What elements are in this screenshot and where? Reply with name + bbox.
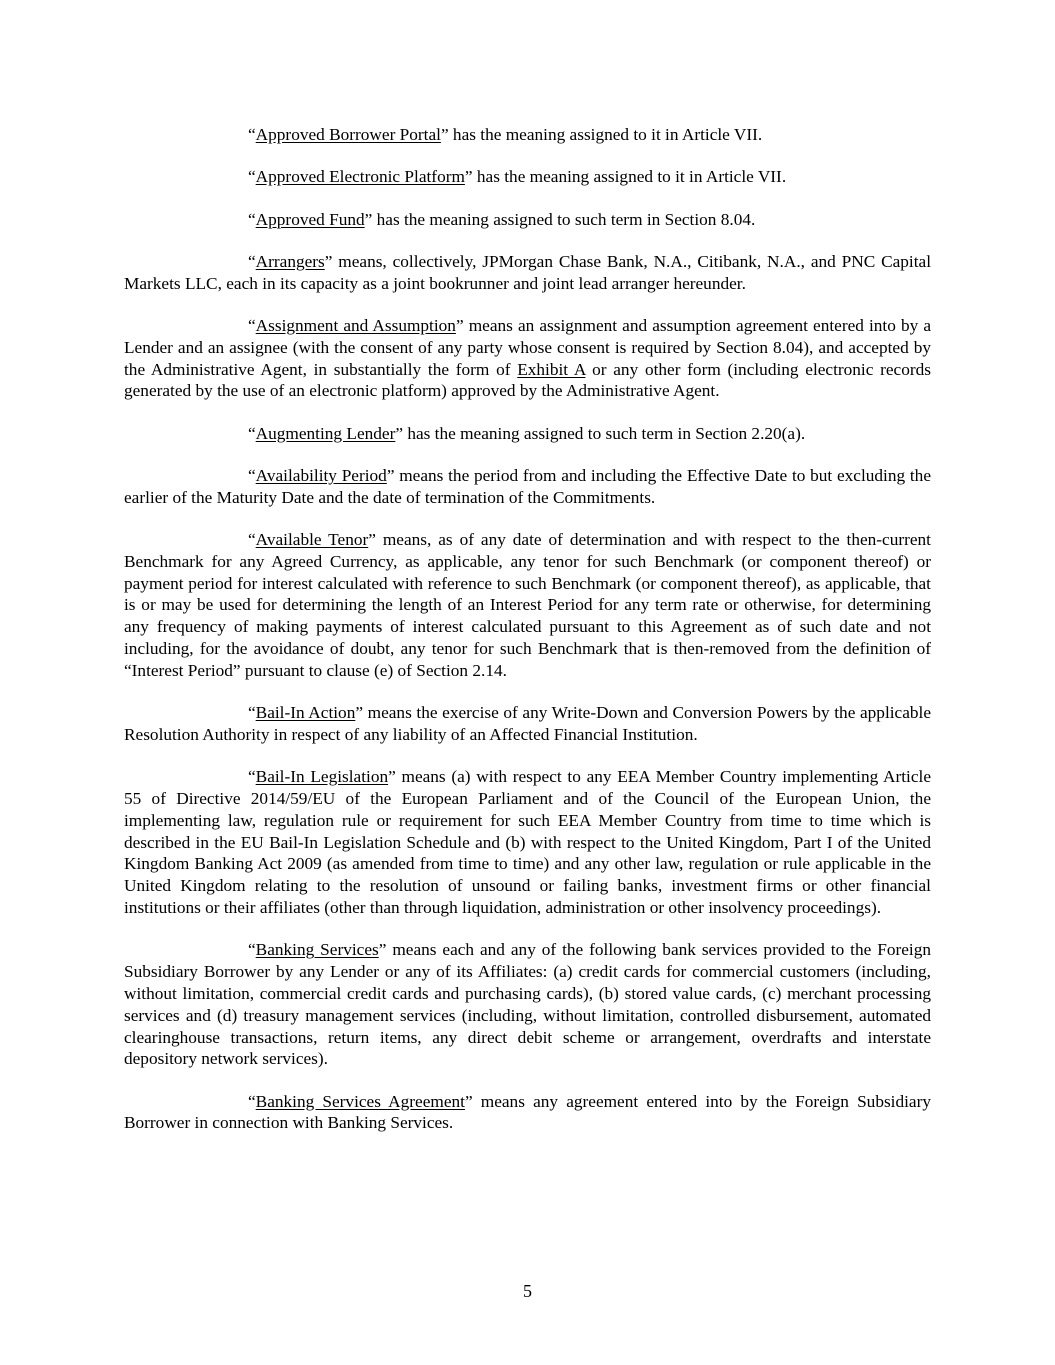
definition-bail-in-legislation: “Bail-In Legislation” means (a) with respect to any EEA Member Country implementing Article 55 of Directive 2014/59/EU of the European Parliament and of the Council of the European Union, the implementing law, regulation rule or requirement for such EEA Member Country from time to time which is described in the EU Bail-In Legislation Schedule and (b) with respect to the United Kingdom, Part I of the United Kingdom Banking Act 2009 (as amended from time to time) and any other law, regulation or rule applicable in the United Kingdom relating to the resolution of unsound or failing banks, investment firms or other financial institutions or their affiliates (other than through liquidation, administration or other insolvency proceedings). bbox=[124, 767, 931, 918]
definition-approved-electronic-platform: “Approved Electronic Platform” has the meaning assigned to it in Article VII. bbox=[248, 167, 787, 187]
defined-term: Assignment and Assumption bbox=[255, 315, 456, 335]
defined-term: Availability Period bbox=[255, 465, 387, 485]
defined-term: Augmenting Lender bbox=[255, 423, 396, 443]
defined-term: Banking Services Agreement bbox=[255, 1091, 465, 1111]
document-page bbox=[124, 124, 931, 1155]
definition-approved-borrower-portal: “Approved Borrower Portal” has the meaning assigned to it in Article VII. bbox=[248, 125, 763, 144]
definition-bail-in-action: “Bail-In Action” means the exercise of any Write-Down and Conversion Powers by the applicable Resolution Authority in respect of any liability of an Affected Financial Institution. bbox=[124, 703, 932, 744]
defined-term: Bail-In Action bbox=[255, 703, 356, 723]
definition-approved-fund: “Approved Fund” has the meaning assigned to such term in Section 8.04. bbox=[248, 209, 756, 229]
defined-term: Approved Borrower Portal bbox=[255, 125, 441, 144]
defined-term: Approved Electronic Platform bbox=[255, 167, 465, 187]
definition-banking-services-agreement: “Banking Services Agreement” means any agreement entered into by the Foreign Subsidiary Borrower in connection with Banking Services. bbox=[124, 1091, 931, 1133]
definition-available-tenor: “Available Tenor” means, as of any date of determination and with respect to the then-current Benchmark for any Agreed Currency, as applicable, any tenor for such Benchmark (or component thereof) or payment period for interest calculated with reference to such Benchmark (or component thereof), as applicable, that is or may be used for determining the length of an Interest Period for any term rate or otherwise, for determining any frequency of making payments of interest calculated pursuant to this Agreement as of such date and not including, for the avoidance of doubt, any tenor for such Benchmark that is then-removed from the definition of “Interest Period” pursuant to clause (e) of Section 2.14. bbox=[124, 530, 931, 680]
page-number: 5 bbox=[523, 1281, 532, 1301]
definition-arrangers: “Arrangers” means, collectively, JPMorgan Chase Bank, N.A., Citibank, N.A., and PNC Capital Markets LLC, each in its capacity as a joint bookrunner and joint lead arranger hereunder. bbox=[124, 251, 931, 293]
definition-banking-services: “Banking Services” means each and any of the following bank services provided to the Foreign Subsidiary Borrower by any Lender or any of its Affiliates: (a) credit cards for commercial customers (including, without limitation, commercial credit cards and purchasing cards), (b) stored value cards, (c) merchant processing services and (d) treasury management services (including, without limitation, controlled disbursement, automated clearinghouse transactions, return items, any direct debit scheme or arrangement, overdrafts and interstate depository network services). bbox=[124, 940, 931, 1069]
defined-term: Banking Services bbox=[255, 940, 379, 960]
definition-assignment-and-assumption: “Assignment and Assumption” means an assignment and assumption agreement entered into by a Lender and an assignee (with the consent of any party whose consent is required by Section 8.04), and accepted by the Administrative Agent, in substantially the form of Exhibit A or any other form (including electronic records generated by the use of an electronic platform) approved by the Administrative Agent. bbox=[124, 315, 931, 401]
defined-term: Approved Fund bbox=[255, 209, 365, 229]
exhibit-a-reference: Exhibit A bbox=[517, 359, 586, 379]
defined-term: Available Tenor bbox=[255, 530, 369, 550]
defined-term: Arrangers bbox=[255, 251, 325, 271]
definition-availability-period: “Availability Period” means the period from and including the Effective Date to but excluding the earlier of the Maturity Date and the date of termination of the Commitments. bbox=[124, 465, 931, 507]
definition-augmenting-lender: “Augmenting Lender” has the meaning assigned to such term in Section 2.20(a). bbox=[248, 423, 806, 443]
defined-term: Bail-In Legislation bbox=[255, 767, 389, 787]
